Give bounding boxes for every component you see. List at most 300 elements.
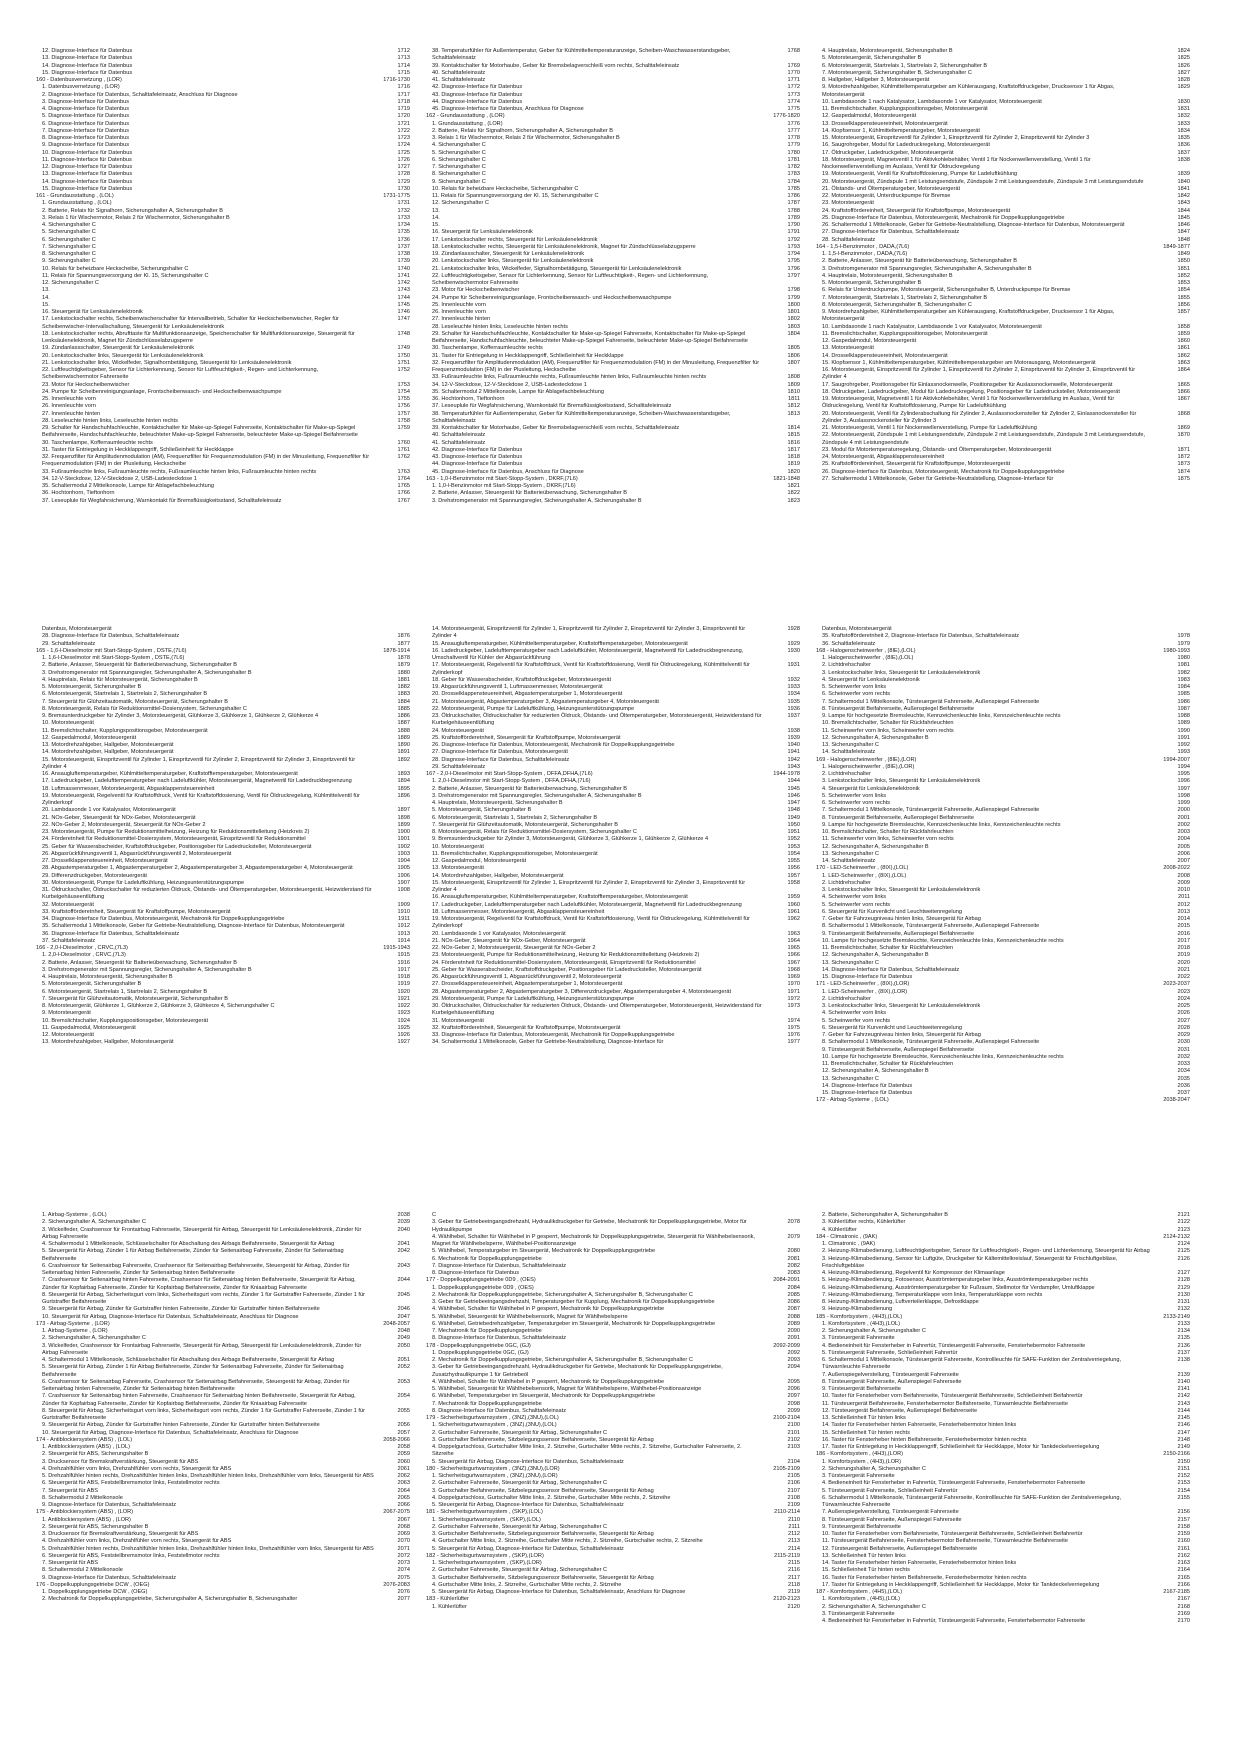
- index-entry: [36, 626, 410, 633]
- index-entry: [426, 1234, 800, 1249]
- entry-title: 26. Diagnose-Interface für Datenbus, Motorsteuergerät, Mechatronik für Doppelkupplungsgetriebe: [432, 742, 675, 748]
- entry-title: 8. Diagnose-Interface für Datenbus: [432, 1270, 520, 1276]
- index-section-heading: [816, 865, 1190, 872]
- entry-page-number: 2015: [1177, 923, 1190, 930]
- entry-page-number: 1898: [397, 814, 410, 821]
- index-entry: [36, 1473, 410, 1480]
- entry-page-number: 1822: [787, 490, 800, 497]
- entry-title: 13.: [42, 287, 50, 294]
- index-entry: [816, 931, 1190, 938]
- entry-title: 17. Taster für Entriegelung in Heckklappengriff, Schließeinheit für Heckklappe, Motor für Tankdeckelverriegelung: [822, 1581, 1100, 1588]
- entry-title: 15. Diagnose-Interface für Datenbus: [42, 69, 133, 76]
- entry-page-number: 1795: [787, 258, 800, 265]
- index-entry: [426, 447, 800, 454]
- index-entry: [816, 1430, 1190, 1437]
- index-entry: [36, 258, 410, 265]
- entry-title: 14. Motordrehzahlgeber, Hallgeber, Motorsteuergerät: [42, 749, 174, 756]
- entry-page-number: 1801: [787, 309, 800, 315]
- entry-page-number: 1815: [787, 432, 800, 439]
- entry-title: 5. Steuergerät für Airbag, Diagnose-Interface für Datenbus, Schalttafeleinsatz: [432, 1458, 624, 1465]
- entry-page-number: 2167-2185: [1163, 1589, 1190, 1595]
- entry-title: 17. Lenkstockschalter rechts, Steuergerät für Lenksäulenelektronik: [432, 236, 598, 243]
- entry-title: 28. Abgastemperaturgeber 2, Abgastemperaturgeber 3, Differenzdruckgeber, Abgastemperaturgeber 4, Motorsteuergerät: [432, 988, 732, 995]
- index-section-heading: [426, 1415, 800, 1422]
- entry-page-number: 1914: [397, 937, 410, 944]
- entry-title: 176 - Doppelkupplungsgetriebe DCW , (OEG): [36, 1581, 150, 1588]
- entry-page-number: 1922: [397, 1003, 410, 1009]
- entry-title: 19. Motorsteuergerät, Ventil für Kraftstoffdosierung, Pumpe für Ladeluftkühlung: [822, 171, 1018, 178]
- entry-title: 21. Lenkstockschalter links, Wickelfeder, Signalhornbetätigung, Steuergerät für Lenksäulenelektronik: [432, 265, 682, 272]
- index-entry: [426, 92, 800, 99]
- entry-page-number: 1803: [787, 323, 800, 330]
- index-entry: [816, 1401, 1190, 1408]
- entry-title: 14. Klopfsensor 1, Kühlmitteltemperaturgeber, Motorsteuergerät: [822, 127, 980, 134]
- entry-title: 163 - 1,0-l-Benzinmotor mit Start-Stopp-System , DKRF,(7L6): [426, 475, 578, 482]
- index-entry: [816, 851, 1190, 858]
- entry-title: 9. Bremsunterdruckgeber für Zylinder 3, Motorsteuergerät, Glühkerze 3, Glühkerze 1, Glühkerze 2, Glühkerze 4: [42, 713, 319, 719]
- entry-page-number: 2137: [1177, 1349, 1190, 1356]
- entry-title: 3. Geber für Getriebeeingangsdrehzahl, Temperaturgeber für Kupplung, Mechatronik für Doppelkupplungsgetriebe: [432, 1299, 715, 1305]
- entry-page-number: 2122: [1177, 1219, 1190, 1226]
- entry-title: 28. Leseleuchte hinten links, Leseleuchte hinten rechts: [42, 417, 178, 424]
- entry-title: 24. Kraftstoffördereinheit, Steuergerät für Kraftstoffpumpe, Motorsteuergerät: [822, 207, 1011, 214]
- index-entry: [816, 677, 1190, 684]
- entry-page-number: 2067-2075: [383, 1509, 410, 1516]
- entry-page-number: 1764: [397, 475, 410, 482]
- index-entry: [816, 974, 1190, 981]
- entry-page-number: 1878: [397, 655, 410, 661]
- index-entry: [816, 778, 1190, 785]
- entry-title: 4. Hauptrelais, Motorsteuergerät, Sicherungshalter B: [822, 272, 953, 279]
- entry-title: 25. Innenleuchte vorn: [42, 396, 96, 402]
- entry-page-number: 1769: [787, 62, 800, 69]
- entry-page-number: 2064: [397, 1487, 410, 1494]
- index-section-heading: [36, 193, 410, 200]
- index-entry: [426, 244, 800, 251]
- entry-page-number: 1735: [397, 229, 410, 236]
- entry-page-number: 1887: [397, 720, 410, 727]
- entry-page-number: 2053: [397, 1378, 410, 1385]
- index-entry: [816, 186, 1190, 193]
- entry-page-number: 2077: [397, 1596, 410, 1603]
- entry-page-number: 2028: [1177, 1024, 1190, 1031]
- entry-page-number: 1746: [397, 309, 410, 315]
- index-entry: [36, 851, 410, 858]
- entry-page-number: 2111: [788, 1523, 800, 1530]
- index-entry: [816, 106, 1190, 113]
- index-entry: [426, 63, 800, 70]
- index-entry: [426, 1357, 800, 1364]
- index-entry: [36, 728, 410, 735]
- entry-title: 10. Motorsteuergerät: [42, 720, 94, 727]
- index-entry: [426, 836, 800, 843]
- entry-page-number: 1860: [1177, 338, 1190, 344]
- entry-page-number: 2149: [1177, 1444, 1190, 1450]
- index-entry: [426, 251, 800, 258]
- entry-title: 44. Diagnose-Interface für Datenbus: [432, 98, 523, 105]
- entry-page-number: 1935: [787, 698, 800, 705]
- entry-page-number: 1990: [1177, 727, 1190, 734]
- entry-title: 9. Sicherungshalter C: [42, 258, 96, 265]
- index-entry: [816, 215, 1190, 222]
- entry-page-number: 1751: [397, 359, 410, 366]
- entry-page-number: 2126: [1177, 1255, 1190, 1262]
- entry-page-number: 1786: [787, 193, 800, 199]
- entry-page-number: 1863: [1177, 359, 1190, 366]
- entry-title: 4. Doppelgurtschloss, Gurtschalter Mitte links, 2. Sitzreihe, Gurtschalter Mitte rechts, 2. Sitzreihe, Gurtschalter Fahrerseite, 2. Sitzreihe: [432, 1444, 742, 1458]
- entry-page-number: 2100: [787, 1422, 800, 1429]
- index-entry: [36, 713, 410, 720]
- entry-title: 1. 1,0-l-Benzinmotor mit Start-Stopp-System , DKRF,(7L6): [432, 483, 576, 489]
- index-entry: [426, 967, 800, 974]
- entry-page-number: 2013: [1177, 908, 1190, 915]
- entry-title: 2. Sicherungshalter A, Sicherungshalter C: [822, 1603, 926, 1610]
- entry-title: 9. Lampe für hochgesetzte Bremsleuchte, Kennzeichenleuchte links, Kennzeichenleuchte rechts: [822, 713, 1061, 719]
- entry-title: 36. Diagnose-Interface für Datenbus, Schalttafeleinsatz: [42, 930, 180, 937]
- entry-page-number: 2083: [787, 1270, 800, 1276]
- entry-title: 26. Innenleuchte vorn: [432, 309, 486, 315]
- index-entry: [816, 295, 1190, 302]
- entry-title: 3. Drehstromgenerator mit Spannungsregler, Sicherungshalter A, Sicherungshalter B: [432, 792, 642, 799]
- entry-page-number: 1717: [397, 91, 410, 98]
- entry-title: 6. Motorsteuergerät, Startrelais 1, Startrelais 2, Sicherungshalter B: [42, 988, 208, 995]
- entry-page-number: 2047: [397, 1313, 410, 1320]
- index-section-heading: [36, 77, 410, 84]
- entry-page-number: 1849-1877: [1163, 243, 1190, 250]
- entry-title: 6. Schaltermodul 1 Mittelkonsole, Türsteuergerät Fahrerseite, Kontrollleuchte für SAFE-Funktion der Zentralverriegelung, Türwarnleuchte Fahrerseite: [822, 1357, 1121, 1371]
- index-entry: [36, 302, 410, 309]
- entry-page-number: 1954: [787, 850, 800, 857]
- index-entry: [816, 324, 1190, 331]
- entry-page-number: 1798: [787, 287, 800, 294]
- index-entry: [36, 1517, 410, 1524]
- index-entry: [816, 822, 1190, 829]
- entry-page-number: 1740: [397, 265, 410, 272]
- entry-title: 5. Scheinwerfer vorn links: [822, 792, 887, 799]
- index-entry: [426, 266, 800, 273]
- entry-title: 5. Steuergerät für Airbag, Diagnose-Interface für Datenbus, Schalttafeleinsatz: [432, 1545, 624, 1552]
- entry-page-number: 1884: [397, 698, 410, 705]
- entry-title: 5. Sicherungshalter C: [432, 149, 486, 156]
- entry-title: 6. Sicherungshalter C: [432, 156, 486, 163]
- entry-page-number: 1750: [397, 352, 410, 359]
- entry-page-number: 1927: [397, 1039, 410, 1046]
- entry-page-number: 1808: [787, 374, 800, 381]
- index-entry: [426, 1589, 800, 1596]
- index-entry: [426, 742, 800, 749]
- index-entry: [36, 469, 410, 476]
- entry-page-number: 2129: [1177, 1284, 1190, 1291]
- index-entry: [36, 266, 410, 273]
- entry-page-number: 2092: [787, 1349, 800, 1356]
- index-entry: [36, 1546, 410, 1553]
- index-entry: [426, 807, 800, 814]
- entry-page-number: 1723: [397, 135, 410, 141]
- entry-page-number: 2039: [397, 1219, 410, 1226]
- index-entry: [816, 960, 1190, 967]
- entry-title: 2. Batterie, Sicherungshalter A, Sicherungshalter B: [822, 1212, 948, 1218]
- index-entry: [426, 1364, 800, 1379]
- entry-page-number: 1889: [397, 734, 410, 741]
- index-entry: [816, 916, 1190, 923]
- index-entry: [426, 432, 800, 439]
- entry-page-number: 2008: [1177, 872, 1190, 879]
- entry-page-number: 1948: [787, 807, 800, 814]
- index-entry: [36, 121, 410, 128]
- index-entry: [36, 633, 410, 640]
- index-entry: [816, 99, 1190, 106]
- index-entry: [36, 215, 410, 222]
- entry-page-number: 1810: [787, 388, 800, 395]
- index-entry: [816, 287, 1190, 294]
- entry-page-number: 1926: [397, 1032, 410, 1038]
- entry-page-number: 1755: [397, 396, 410, 402]
- index-entry: [816, 1270, 1190, 1277]
- entry-title: 15. Schließeinheit Tür hinten rechts: [822, 1567, 910, 1574]
- entry-title: 7. Sicherungshalter C: [42, 243, 96, 250]
- index-entry: [816, 952, 1190, 959]
- entry-page-number: 1905: [397, 865, 410, 872]
- index-entry: [816, 345, 1190, 352]
- entry-title: 25. Geber für Wasserabscheider, Kraftstoffdruckgeber, Positionsgeber für Ladedrucksteller, Motorsteuergerät: [432, 966, 702, 973]
- entry-page-number: 2089: [787, 1320, 800, 1327]
- entry-title: 2. Diagnose-Interface für Datenbus, Schalttafeleinsatz, Anschluss für Diagnose: [42, 91, 238, 98]
- entry-title: 36. Hochtonhorn, Tieftonhorn: [42, 490, 115, 497]
- index-entry: [426, 1582, 800, 1589]
- entry-page-number: 2108: [787, 1494, 800, 1501]
- entry-page-number: 1983: [1177, 676, 1190, 683]
- entry-title: 3. Drucksensor für Bremskraftverstärkung, Steuergerät für ABS: [42, 1531, 199, 1537]
- entry-page-number: 1907: [397, 879, 410, 886]
- entry-page-number: 2142: [1177, 1393, 1190, 1400]
- entry-title: 15. Klopfsensor 1, Kühlmitteltemperaturgeber, Kühlmitteltemperaturgeber am Motorausgang, Motorsteuergerät: [822, 359, 1096, 366]
- entry-title: 28. Abgastemperaturgeber 1, Abgastemperaturgeber 2, Abgastemperaturgeber 3, Abgastemperaturgeber 4, Motorsteuergerät: [42, 865, 353, 872]
- index-entry: [426, 389, 800, 396]
- entry-page-number: 2124: [1177, 1241, 1190, 1247]
- entry-page-number: 2155: [1177, 1494, 1190, 1501]
- index-entry: [426, 1560, 800, 1567]
- entry-title: 2. Lichtdrehschalter: [822, 662, 871, 669]
- entry-title: 4. Bedieneinheit für Fensterheber in Fahrertür, Türsteuergerät Fahrerseite, Fensterhebermotor Fahrerseite: [822, 1342, 1086, 1349]
- entry-page-number: 2061: [397, 1465, 410, 1472]
- entry-title: 9. Türsteuergerät Beifahrerseite: [822, 1386, 901, 1392]
- entry-title: 5. Steuergerät für Airbag, Zünder 1 für Airbag Beifahrerseite, Zünder für Seitenairbag Fahrerseite, Zünder für Seitenairbag Beifahrerseite: [42, 1364, 344, 1378]
- index-entry: [36, 157, 410, 164]
- entry-title: 6. Steuergerät für Kurvenlicht und Leuchtweitenregelung: [822, 1024, 962, 1031]
- index-entry: [36, 92, 410, 99]
- index-entry: [426, 193, 800, 200]
- entry-title: 5. Wählhebel, Steuergerät für Wählhebelsensorik, Magnet für Wählhebelsperre: [432, 1313, 628, 1320]
- entry-title: 8. Türsteuergerät Beifahrerseite, Außenspiegel Beifahrerseite: [822, 705, 974, 712]
- entry-title: 11. Relais für Spannungsversorgung der Kl. 15, Sicherungshalter C: [432, 193, 599, 199]
- entry-title: 8. Diagnose-Interface für Datenbus, Schalttafeleinsatz: [432, 1335, 567, 1342]
- entry-page-number: 2036: [1177, 1082, 1190, 1089]
- index-entry: [36, 1227, 410, 1242]
- entry-title: 13. Diagnose-Interface für Datenbus: [42, 171, 133, 178]
- entry-title: 7. Diagnose-Interface für Datenbus, Schalttafeleinsatz: [432, 1262, 567, 1269]
- index-entry: [426, 483, 800, 490]
- entry-title: 3. Relais 1 für Wischermotor, Relais 2 für Wischermotor, Sicherungshalter B: [432, 135, 620, 141]
- entry-page-number: 1845: [1177, 214, 1190, 221]
- index-entry: [36, 1422, 410, 1429]
- entry-page-number: 1857: [1177, 309, 1190, 315]
- entry-title: 14. Schalttafeleinsatz: [822, 858, 876, 864]
- index-entry: [426, 1437, 800, 1444]
- entry-page-number: 1966: [787, 952, 800, 959]
- index-entry: [816, 251, 1190, 258]
- entry-title: 24. Motorsteuergerät: [432, 727, 484, 734]
- entry-title: 33. Fußraumleuchte links, Fußraumleuchte rechts, Fußraumleuchte hinten links, Fußraumleuchte hinten rechts: [42, 468, 317, 475]
- index-entry: [816, 996, 1190, 1003]
- entry-page-number: 2138: [1177, 1357, 1190, 1363]
- index-entry: [426, 880, 800, 895]
- index-section-heading: [36, 1321, 410, 1328]
- entry-page-number: 2021: [1177, 966, 1190, 973]
- index-entry: [816, 894, 1190, 901]
- index-entry: [816, 338, 1190, 345]
- entry-page-number: 1862: [1177, 352, 1190, 359]
- entry-page-number: 1763: [397, 468, 410, 475]
- index-entry: [816, 1582, 1190, 1589]
- index-entry: [36, 396, 410, 403]
- entry-title: 29. Schalttafeleinsatz: [432, 763, 486, 770]
- entry-title: 14. Schalttafeleinsatz: [822, 749, 876, 756]
- index-entry: [816, 626, 1190, 633]
- index-entry: [426, 461, 800, 468]
- entry-title: 16. Steuergerät für Lenksäulenelektronik: [432, 229, 533, 236]
- entry-page-number: 1924: [397, 1017, 410, 1024]
- entry-title: 4. Scheinwerfer vorn links: [822, 1010, 887, 1017]
- entry-page-number: 2038: [397, 1212, 410, 1218]
- entry-title: 3. Drehstromgenerator mit Spannungsregler, Sicherungshalter A, Sicherungshalter B: [822, 265, 1032, 272]
- index-entry: [816, 1531, 1190, 1538]
- entry-page-number: 2027: [1177, 1017, 1190, 1024]
- entry-page-number: 2152: [1177, 1473, 1190, 1479]
- entry-title: 14.: [42, 294, 50, 301]
- entry-title: 4. Sicherungshalter C: [42, 222, 96, 228]
- index-entry: [426, 309, 800, 316]
- entry-page-number: 1873: [1177, 461, 1190, 468]
- entry-page-number: 1744: [397, 294, 410, 301]
- entry-page-number: 1936: [787, 705, 800, 712]
- entry-title: 5. Motorsteuergerät, Sicherungshalter B: [432, 807, 532, 814]
- index-section-heading: [426, 1553, 800, 1560]
- entry-title: 23. Motorsteuergerät: [822, 200, 874, 207]
- entry-page-number: 1900: [397, 829, 410, 835]
- index-entry: [36, 389, 410, 396]
- index-entry: [36, 48, 410, 55]
- entry-title: 184 - Climatronic , (9AK): [816, 1233, 878, 1240]
- entry-title: 1. Halogenscheinwerfer , (8IE),(LOR): [822, 763, 915, 770]
- entry-page-number: 1823: [787, 497, 800, 504]
- index-entry: [816, 1372, 1190, 1379]
- index-entry: [426, 662, 800, 677]
- entry-title: 14. Taster für Fensterheber hinten Fahrerseite, Fensterhebermotor hinten links: [822, 1560, 1017, 1566]
- entry-page-number: 2052: [397, 1364, 410, 1371]
- entry-page-number: 1778: [787, 135, 800, 141]
- entry-page-number: 1850: [1177, 258, 1190, 265]
- entry-page-number: 1968: [787, 966, 800, 973]
- entry-title: 13. Schließeinheit Tür hinten links: [822, 1552, 906, 1559]
- entry-title: 2. Lichtdrehschalter: [822, 879, 871, 886]
- index-entry: [36, 880, 410, 887]
- entry-page-number: 1856: [1177, 301, 1190, 308]
- entry-title: 3. Lenkstockschalter links, Steuergerät für Lenksäulenelektronik: [822, 1003, 981, 1009]
- entry-title: 33. Diagnose-Interface für Datenbus, Motorsteuergerät, Mechatronik für Doppelkupplungsgetriebe: [432, 1032, 675, 1038]
- entry-title: 4. Hauptrelais, Motorsteuergerät, Sicherungshalter B: [432, 800, 563, 806]
- index-entry: [426, 77, 800, 84]
- index-entry: [426, 1335, 800, 1342]
- entry-page-number: 2150: [1177, 1458, 1190, 1465]
- index-entry: [426, 677, 800, 684]
- entry-title: 13. Drosselklappensteuereinheit, Motorsteuergerät: [822, 120, 948, 127]
- entry-title: 26. Diagnose-Interface für Datenbus, Motorsteuergerät, Mechatronik für Doppelkupplungsgetriebe: [822, 468, 1065, 475]
- index-entry: [426, 440, 800, 447]
- entry-page-number: 1748: [397, 330, 410, 337]
- entry-title: 2. Batterie, Anlasser, Steuergerät für Batterieüberwachung, Sicherungshalter B: [432, 785, 627, 792]
- index-entry: [426, 793, 800, 800]
- entry-title: 23. Motorsteuergerät, Pumpe für Reduktionsmittelheizung, Heizung für Reduktionsmittelleitung (Heizkreis 2): [42, 829, 310, 835]
- index-entry: [36, 454, 410, 469]
- entry-title: 1. 2,0-l-Dieselmotor , CRVC,(7L3): [42, 952, 126, 959]
- entry-title: 27. Innenleuchte hinten: [432, 316, 491, 323]
- entry-title: 2. Lichtdrehschalter: [822, 771, 871, 777]
- index-entry: [816, 193, 1190, 200]
- entry-page-number: 1789: [787, 214, 800, 221]
- index-entry: [816, 1256, 1190, 1271]
- entry-title: 8. Türsteuergerät Fahrerseite, Außenspiegel Fahrerseite: [822, 1516, 962, 1523]
- entry-page-number: 1787: [787, 200, 800, 207]
- entry-page-number: 1741: [397, 272, 410, 279]
- entry-title: 4. Drehzahlfühler vorn links, Drehzahlfühler vorn rechts, Steuergerät für ABS: [42, 1538, 232, 1545]
- index-section-heading: [816, 981, 1190, 988]
- index-entry: [36, 1357, 410, 1364]
- entry-page-number: 1726: [397, 156, 410, 163]
- entry-title: 2. Batterie, Relais für Signalhorn, Sicherungshalter A, Sicherungshalter B: [42, 207, 223, 214]
- index-entry: [816, 1241, 1190, 1248]
- entry-page-number: 1876: [397, 633, 410, 640]
- index-entry: [426, 1393, 800, 1400]
- entry-page-number: 1792: [787, 236, 800, 243]
- index-entry: [36, 844, 410, 851]
- entry-page-number: 2153: [1177, 1480, 1190, 1487]
- entry-title: 37. Leseuplule für Wegfahrsicherung, Warnkontakt für Bremsflüssigkeitsstand, Schalttafeleinsatz: [42, 497, 282, 504]
- entry-page-number: 2095: [787, 1378, 800, 1385]
- entry-title: 21. Motorsteuergerät, Abgastemperaturgeber 3, Abgastemperaturgeber 4, Motorsteuergerät: [432, 698, 659, 705]
- index-section-heading: [816, 244, 1190, 251]
- entry-page-number: 1783: [787, 171, 800, 178]
- entry-title: 4. Bedieneinheit für Fensterheber in Fahrertür, Türsteuergerät Fahrerseite, Fensterhebermotor Fahrerseite: [822, 1618, 1086, 1624]
- entry-title: 20. Motorsteuergerät, Zündspule 1 mit Leistungsendstufe, Zündspule 2 mit Leistungsendstufe, Zündspule 3 mit Leistungsendstufe: [822, 178, 1144, 185]
- index-entry: [816, 989, 1190, 996]
- entry-page-number: 1745: [397, 301, 410, 308]
- entry-page-number: 2157: [1177, 1516, 1190, 1523]
- entry-title: 16. Motorsteuergerät, Einspritzventil für Zylinder 1, Einspritzventil für Zylinder 2, Einspritzventil für Zylinder 3, Einspritzventil für Zylinder 4: [822, 367, 1136, 381]
- entry-page-number: 1979: [1177, 640, 1190, 647]
- entry-page-number: 1830: [1177, 98, 1190, 105]
- index-entry: [816, 1025, 1190, 1032]
- index-entry: [816, 938, 1190, 945]
- entry-page-number: 1946: [787, 792, 800, 799]
- entry-title: 5. Motorsteuergerät, Sicherungshalter B: [822, 55, 922, 62]
- entry-page-number: 1956: [787, 865, 800, 872]
- entry-page-number: 2032: [1177, 1053, 1190, 1060]
- entry-page-number: 2076-2083: [383, 1581, 410, 1588]
- entry-title: 27. Drosselklappensteuereinheit, Motorsteuergerät: [42, 858, 168, 864]
- entry-page-number: 1847: [1177, 229, 1190, 236]
- entry-title: 23. Öldruckschalter, Öldruckschalter für reduzierten Öldruck, Ölstands- und Öltemperaturgeber, Motorsteuergerät, Heizwiderstand für Kurbelgehäuseentlüftung: [432, 713, 762, 727]
- index-entry: [426, 490, 800, 497]
